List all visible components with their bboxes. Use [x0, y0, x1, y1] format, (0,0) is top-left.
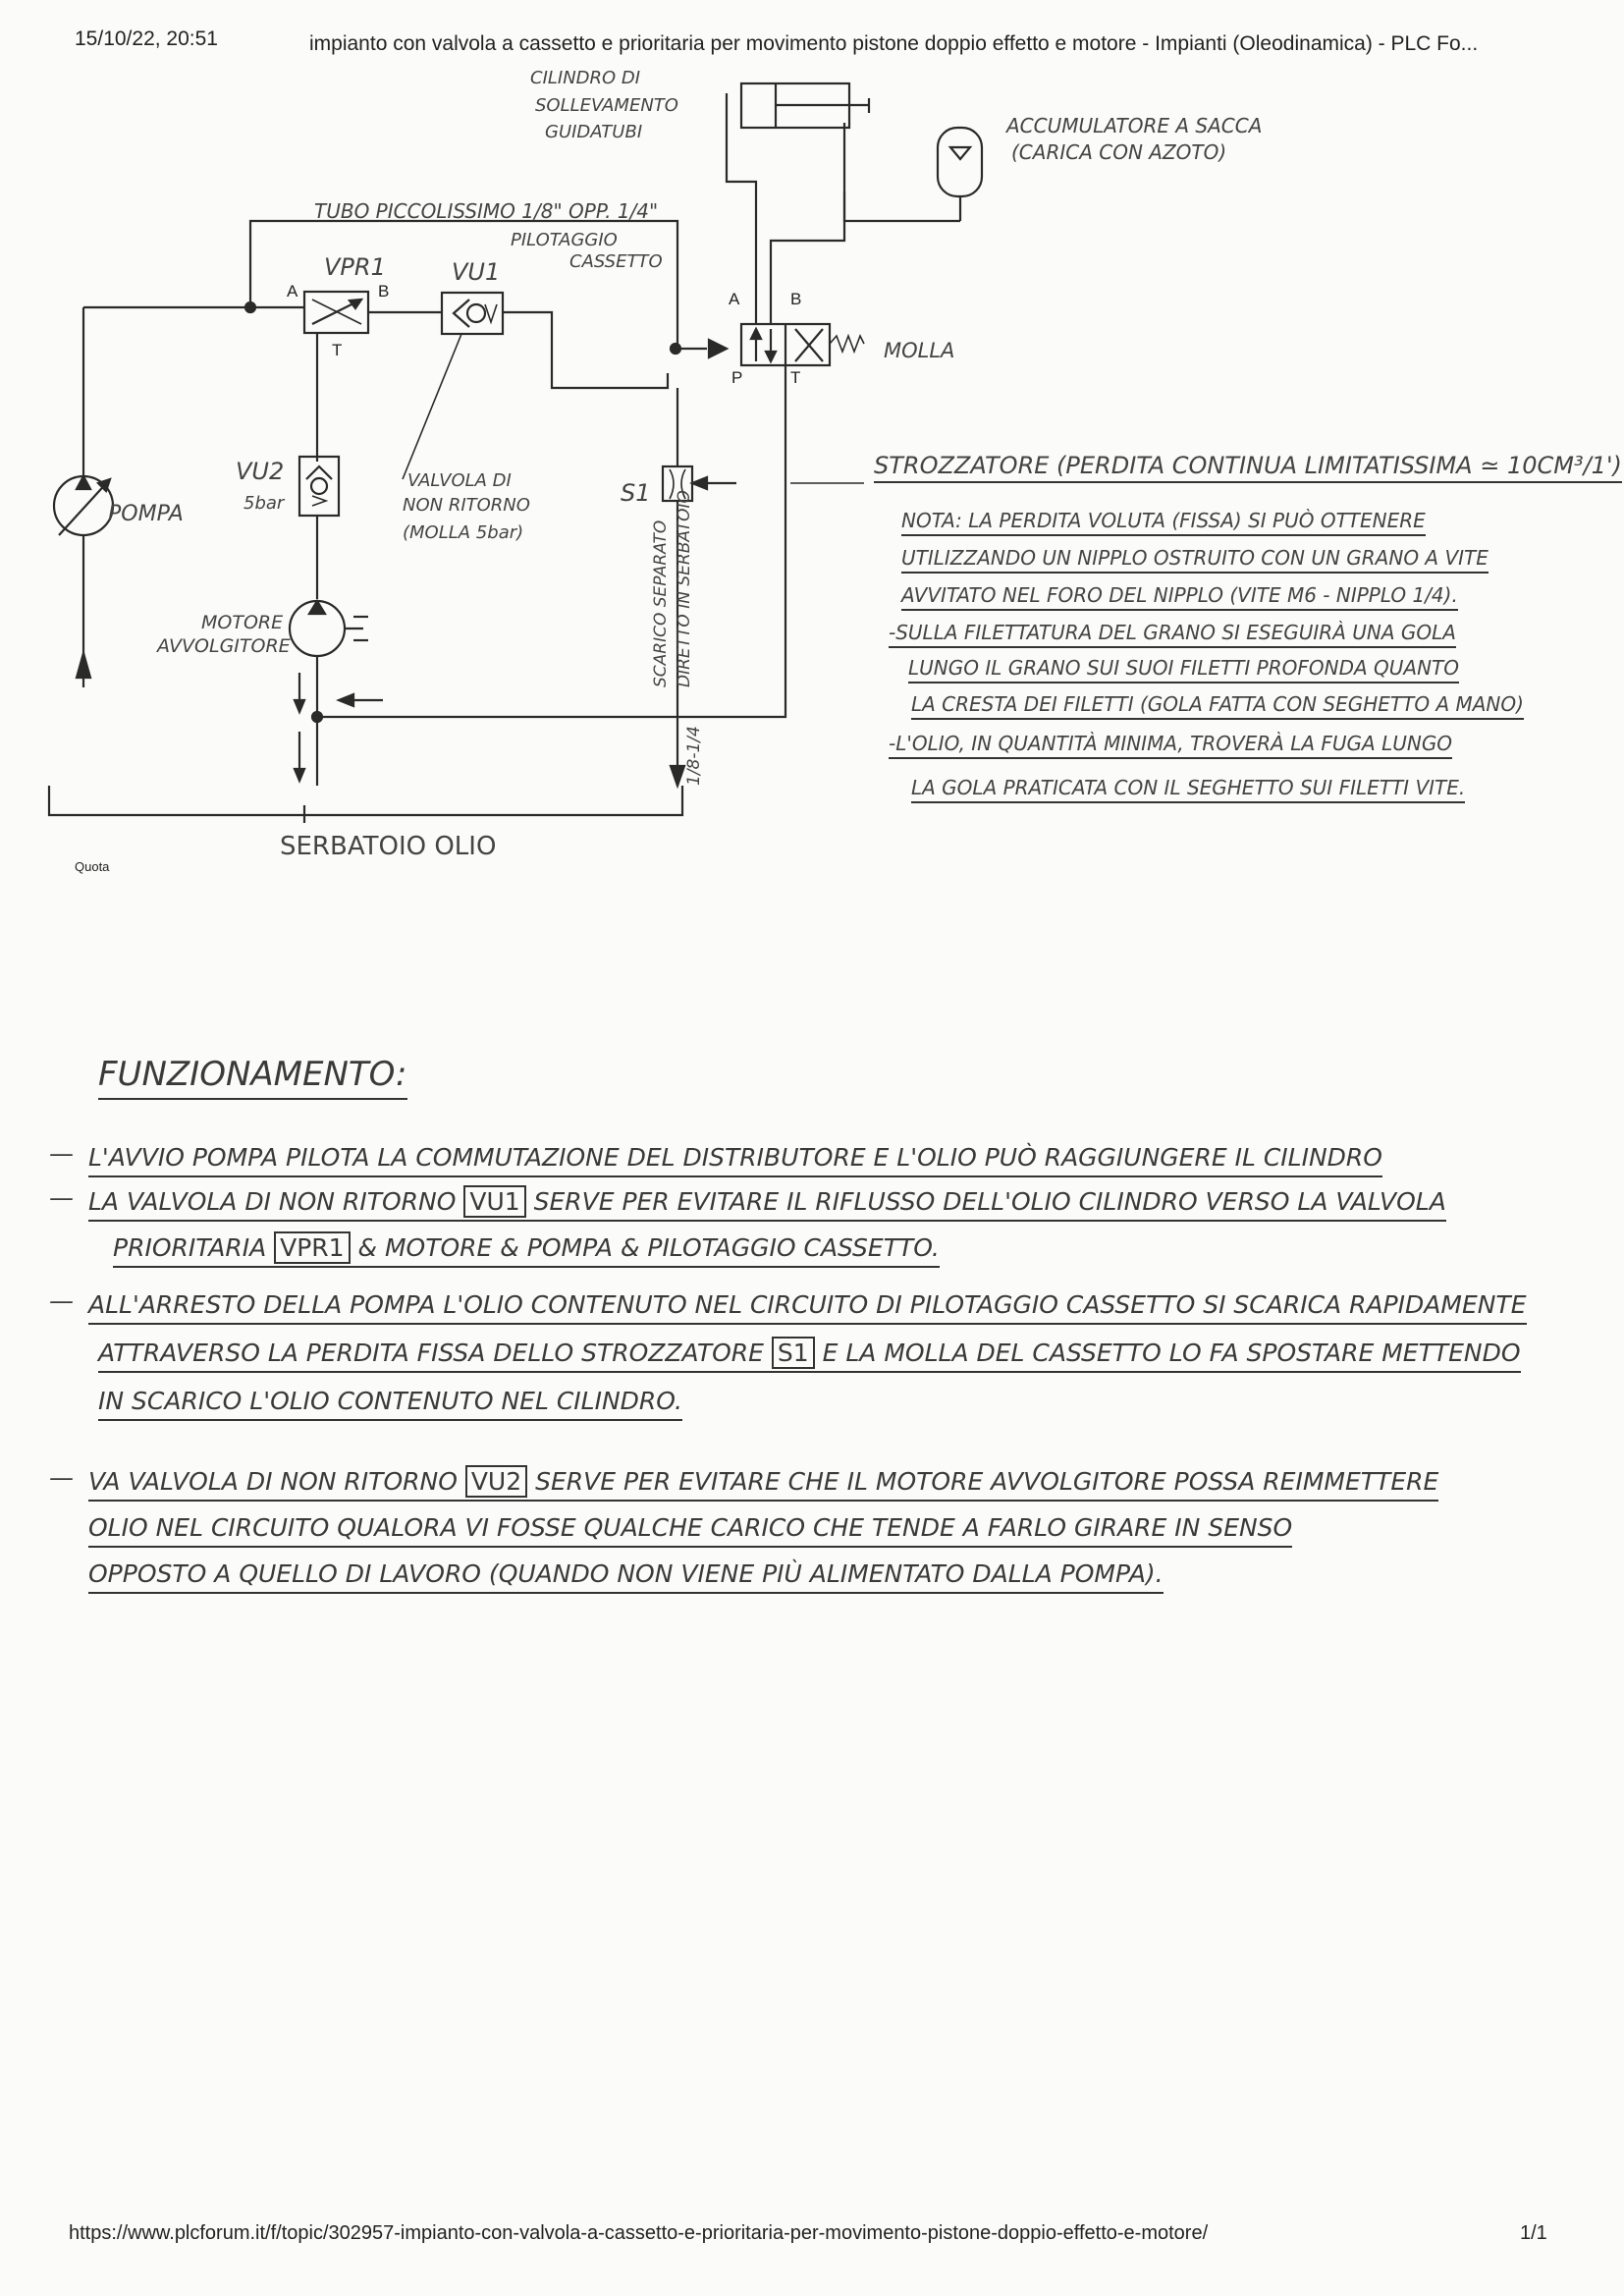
bullet-dash: —	[49, 1286, 74, 1315]
p3-line-3: IN SCARICO L'OLIO CONTENUTO NEL CILINDRO.	[98, 1383, 682, 1421]
note-line-4: -SULLA FILETTATURA DEL GRANO SI ESEGUIRÀ UNA GOLA	[889, 621, 1456, 648]
funzionamento-section	[59, 1051, 1600, 1100]
paragraph-2	[49, 1183, 1600, 1268]
directional-valve-distributor	[741, 324, 864, 365]
nonreturn-label-2: NON RITORNO	[403, 495, 530, 516]
note-line-8: LA GOLA PRATICATA CON IL SEGHETTO SUI FILETTI VITE.	[911, 776, 1465, 803]
nonreturn-label-3: (MOLLA 5bar)	[403, 522, 524, 543]
priority-valve-vpr1	[304, 292, 368, 333]
drain-label-2: DIRETTO IN SERBATOIO	[675, 490, 694, 687]
paragraph-3	[49, 1286, 1600, 1421]
p4-line-2: OLIO NEL CIRCUITO QUALORA VI FOSSE QUALCHE CARICO CHE TENDE A FARLO GIRARE IN SENSO	[88, 1509, 1292, 1548]
dist-port-b: B	[790, 290, 802, 308]
print-datetime: 15/10/22, 20:51	[75, 27, 218, 50]
quota-label: Quota	[75, 859, 110, 874]
vpr1-port-a: A	[287, 282, 298, 301]
dist-port-a: A	[729, 290, 740, 308]
nonreturn-label-1: VALVOLA DI	[407, 470, 512, 491]
p1-line: L'AVVIO POMPA PILOTA LA COMMUTAZIONE DEL DISTRIBUTORE E L'OLIO PUÒ RAGGIUNGERE IL CILINDRO	[88, 1139, 1382, 1177]
tank-label: SERBATOIO OLIO	[280, 832, 497, 861]
paragraph-1	[49, 1139, 1600, 1177]
cylinder-label-3: GUIDATUBI	[545, 122, 643, 142]
bullet-dash: —	[49, 1139, 74, 1168]
bladder-accumulator	[938, 128, 982, 221]
throttle-note-title: STROZZATORE (PERDITA CONTINUA LIMITATISSIMA ≃ 10CM³/1')	[874, 452, 1622, 483]
pump-symbol	[54, 476, 113, 535]
pilot-label-2: CASSETTO	[569, 251, 663, 272]
p4-line-1: VA VALVOLA DI NON RITORNO VU2 SERVE PER EVITARE CHE IL MOTORE AVVOLGITORE POSSA REIMMETTERE	[88, 1463, 1438, 1502]
note-line-1: NOTA: LA PERDITA VOLUTA (FISSA) SI PUÒ OTTENERE	[901, 509, 1426, 536]
vpr1-port-b: B	[378, 282, 390, 301]
s1-box: S1	[772, 1337, 815, 1369]
bullet-dash: —	[49, 1463, 74, 1492]
spring-label: MOLLA	[884, 339, 955, 362]
double-acting-cylinder	[741, 83, 869, 128]
motor-label-1: MOTORE	[201, 612, 284, 633]
pump-label: POMPA	[108, 502, 184, 526]
winder-motor	[290, 601, 368, 656]
motor-label-2: AVVOLGITORE	[157, 635, 291, 657]
drain-label-1: SCARICO SEPARATO	[651, 519, 671, 687]
non-return-valve-vu2	[299, 457, 339, 516]
funzionamento-title: FUNZIONAMENTO:	[98, 1051, 407, 1100]
cylinder-label-2: SOLLEVAMENTO	[535, 95, 678, 116]
pilot-label-1: PILOTAGGIO	[511, 230, 618, 250]
tube-label: TUBO PICCOLISSIMO 1/8" OPP. 1/4"	[314, 199, 659, 223]
vpr1-port-t: T	[332, 341, 343, 359]
accumulator-label-2: (CARICA CON AZOTO)	[1011, 140, 1227, 164]
bullet-dash: —	[49, 1183, 74, 1212]
vu2-pressure-label: 5bar	[244, 493, 285, 514]
p2-line-2: PRIORITARIA VPR1 & MOTORE & POMPA & PILOTAGGIO CASSETTO.	[113, 1230, 940, 1268]
note-line-6: LA CRESTA DEI FILETTI (GOLA FATTA CON SEGHETTO A MANO)	[911, 692, 1524, 720]
p2-line-1: LA VALVOLA DI NON RITORNO VU1 SERVE PER EVITARE IL RIFLUSSO DELL'OLIO CILINDRO VERSO LA VALVOLA	[88, 1183, 1446, 1222]
note-line-3: AVVITATO NEL FORO DEL NIPPLO (VITE M6 - NIPPLO 1/4).	[901, 583, 1458, 611]
cylinder-label-1: CILINDRO DI	[530, 68, 641, 88]
source-url[interactable]: https://www.plcforum.it/f/topic/302957-impianto-con-valvola-a-cassetto-e-prioritaria-per-movimento-pistone-doppio-effetto-e-motore/	[69, 2222, 1209, 2244]
s1-label: S1	[621, 479, 651, 507]
p3-line-2: ATTRAVERSO LA PERDITA FISSA DELLO STROZZATORE S1 E LA MOLLA DEL CASSETTO LO FA SPOSTARE METTENDO	[98, 1335, 1521, 1373]
vu1-box: VU1	[463, 1185, 525, 1218]
page-number: 1/1	[1520, 2222, 1547, 2244]
vu1-label: VU1	[452, 258, 501, 286]
page-title: impianto con valvola a cassetto e prioritaria per movimento pistone doppio effetto e motore - Impianti (Oleodinamica) - PLC Fo...	[309, 32, 1479, 55]
accumulator-label-1: ACCUMULATORE A SACCA	[1006, 114, 1263, 137]
paragraph-4	[49, 1463, 1600, 1594]
note-line-7: -L'OLIO, IN QUANTITÀ MINIMA, TROVERÀ LA FUGA LUNGO	[889, 732, 1452, 759]
note-line-5: LUNGO IL GRANO SUI SUOI FILETTI PROFONDA QUANTO	[908, 656, 1459, 683]
vu2-box: VU2	[465, 1465, 527, 1498]
dist-port-p: P	[731, 368, 743, 387]
vpr1-label: VPR1	[324, 253, 386, 281]
p3-line-1: ALL'ARRESTO DELLA POMPA L'OLIO CONTENUTO NEL CIRCUITO DI PILOTAGGIO CASSETTO SI SCARICA RAPIDAMENTE	[88, 1286, 1527, 1325]
p4-line-3: OPPOSTO A QUELLO DI LAVORO (QUANDO NON VIENE PIÙ ALIMENTATO DALLA POMPA).	[88, 1556, 1164, 1594]
note-line-2: UTILIZZANDO UN NIPPLO OSTRUITO CON UN GRANO A VITE	[901, 546, 1489, 574]
vpr1-box: VPR1	[274, 1231, 350, 1264]
vu2-label: VU2	[236, 458, 285, 485]
dist-port-t: T	[790, 368, 801, 387]
drain-size-label: 1/8-1/4	[684, 726, 704, 786]
non-return-valve-vu1	[442, 293, 503, 334]
